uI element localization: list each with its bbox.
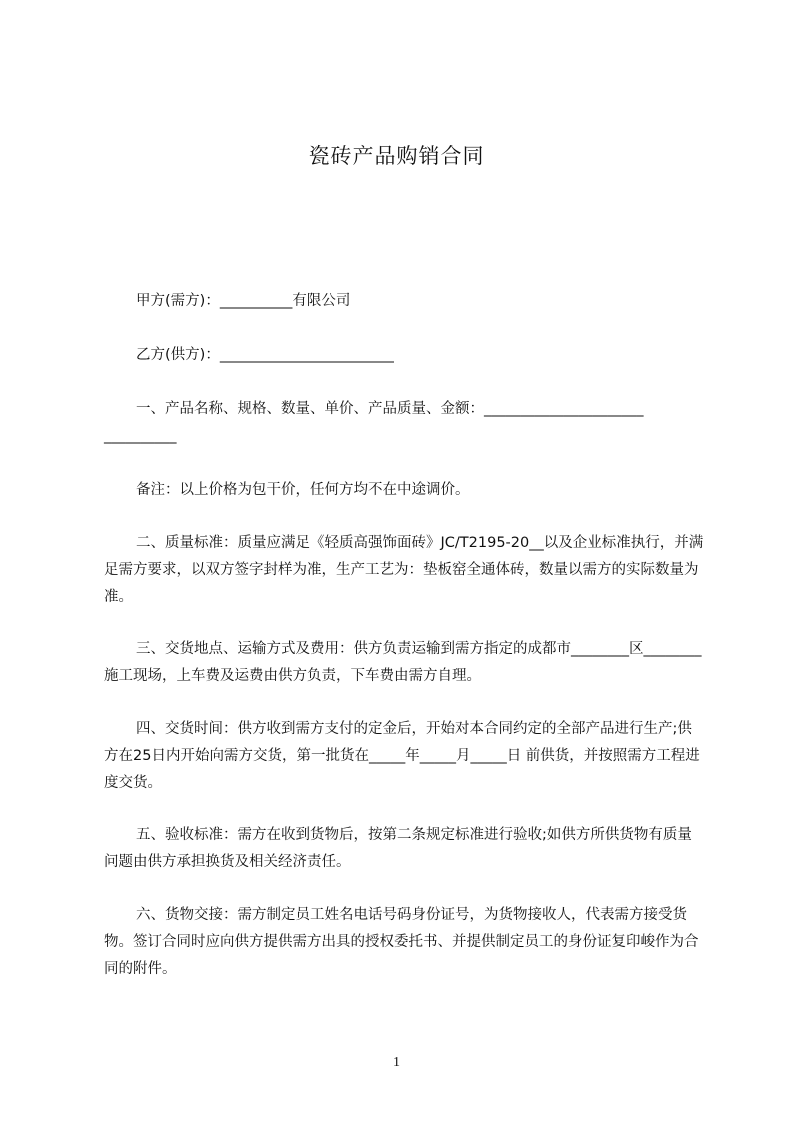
clause-3-delivery: 三、交货地点、运输方式及费用：供方负责运输到需方指定的成都市________区________施工现场，上车费及运费由供方负责，下车费由需方自理。 [104, 641, 702, 684]
clause-5-acceptance: 五、验收标准：需方在收到货物后，按第二条规定标准进行验收;如供方所供货物有质量问题由供方承担换货及相关经济责任。 [104, 827, 692, 870]
party-a-line: 甲方(需方)：__________有限公司 [136, 293, 351, 309]
clause-1-products: 一、产品名称、规格、数量、单价、产品质量、金额：______________________ __________ [104, 401, 644, 444]
clause-6-handover: 六、货物交接：需方制定员工姓名电话号码身份证号，为货物接收人，代表需方接受货物。签订合同时应向供方提供需方出具的授权委托书、并提供制定员工的身份证复印峻作为合同的附件。 [104, 907, 699, 977]
page-number: 1 [393, 1055, 400, 1070]
page-title: 瓷砖产品购销合同 [308, 144, 485, 168]
party-b-line: 乙方(供方)：________________________ [136, 347, 394, 363]
note-price: 备注：以上价格为包干价，任何方均不在中途调价。 [136, 482, 470, 498]
clause-4-delivery-time: 四、交货时间：供方收到需方支付的定金后，开始对本合同约定的全部产品进行生产;供方在25日内开始向需方交货，第一批货在_____年_____月_____日 前供货，并按照需方工程进度交货。 [104, 721, 700, 791]
clause-2-quality: 二、质量标准：质量应满足《轻质高强饰面砖》JC/T2195-20__以及企业标准执行，并满足需方要求，以双方签字封样为准，生产工艺为：垫板窑全通体砖，数量以需方的实际数量为准。 [104, 535, 704, 605]
